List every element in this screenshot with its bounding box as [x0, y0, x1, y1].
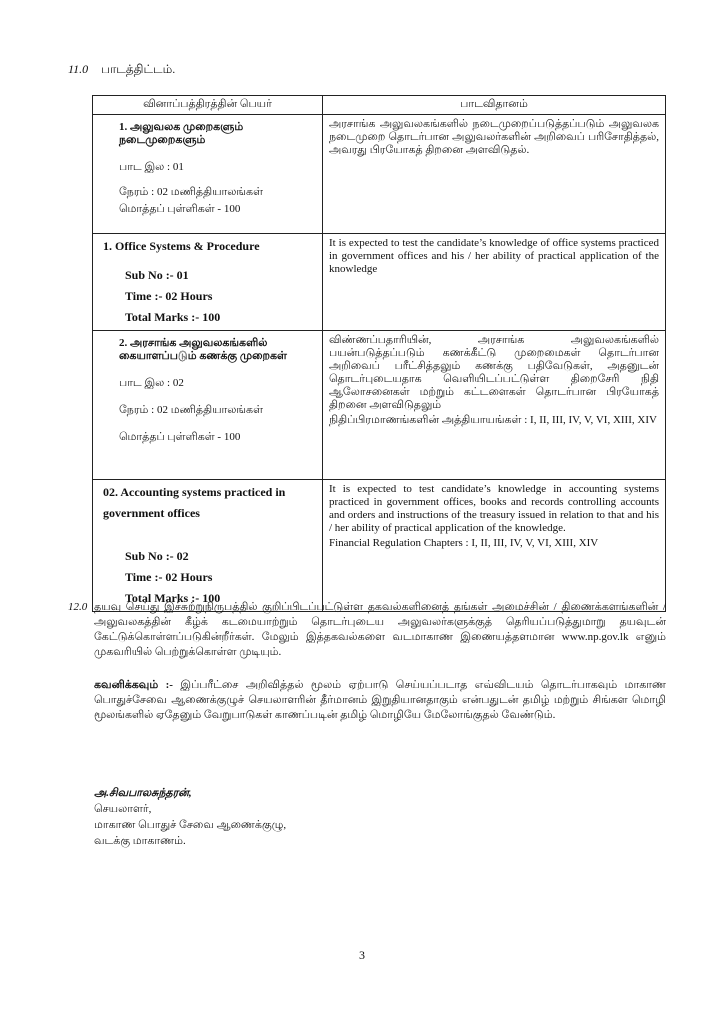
paper-cell: [93, 480, 323, 612]
paper-time: Time :- 02 Hours: [125, 289, 213, 303]
signatory-name: அ.சிவபாலசுந்தரன்,: [94, 787, 192, 799]
attention-note: [94, 678, 666, 723]
syllabus-cell: [323, 115, 666, 234]
table-row: [93, 115, 666, 234]
syllabus-cell: [323, 234, 666, 331]
syllabus-text: விண்ணப்பதாரியின், அரசாங்க அலுவலகங்களில் பயன்படுத்தப்படும் கணக்கீட்டு முறைமைகள் தொடர்பான அறிவைப் பரீட்சித்தலும் கணக்கு பதிவேடுகள், அதனுடன் தொடர்புடையதாக வெளியிடப்பட்டுள்ள திறைசேரி நிதி ஆலோசனைகள் மற்றும் கட்டளைகள் தொடர்பான பிரயோகத் திறனை அளவிடுதலும்: [329, 334, 659, 411]
paper-cell: [93, 331, 323, 480]
paper-marks: மொத்தப் புள்ளிகள் - 100: [119, 203, 241, 215]
paper-marks: Total Marks :- 100: [125, 310, 221, 324]
syllabus-chapters: Financial Regulation Chapters : I, II, III, IV, V, VI, XIII, XIV: [329, 537, 599, 549]
paper-title: 2. அரசாங்க அலுவலகங்களில் கையாளப்படும் கணக்கு முறைகள்: [119, 337, 287, 362]
table-row: [93, 234, 666, 331]
paper-subject-no: பாட இல : 02: [119, 377, 184, 389]
syllabus-text: அரசாங்க அலுவலகங்களில் நடைமுறைப்படுத்தப்படும் அலுவலக நடைமுறை தொடர்பான அலுவலர்களின் அறிவைப் பரிசோதித்தல், அவரது பிரயோகத் திறனை அளவிடுதல்.: [329, 118, 659, 156]
paper-time: நேரம் : 02 மணித்தியாலங்கள்: [119, 404, 264, 416]
paper-time: Time :- 02 Hours: [125, 570, 213, 584]
syllabus-text: It is expected to test candidate’s knowledge in accounting systems practiced in government offices, books and records controlling accounts and orders and instructions of the treasury issued in relation to that and his / her ability of practical application of the knowledge.: [329, 483, 659, 534]
signature-block: [94, 785, 286, 849]
syllabus-cell: [323, 480, 666, 612]
paper-marks: Total Marks :- 100: [125, 591, 221, 605]
paper-title: 02. Accounting systems practiced in government offices: [103, 485, 286, 520]
paper-cell: [93, 115, 323, 234]
paper-marks: மொத்தப் புள்ளிகள் - 100: [119, 431, 241, 443]
syllabus-cell: [323, 331, 666, 480]
section-number: 12.0: [68, 601, 88, 613]
table-row: [93, 331, 666, 480]
page-number: 3: [359, 948, 365, 962]
paper-subject-no: Sub No :- 02: [125, 549, 189, 563]
paper-title: 1. Office Systems & Procedure: [103, 239, 260, 253]
attention-label: கவனிக்கவும் :-: [94, 679, 173, 691]
paper-subject-no: Sub No :- 01: [125, 268, 189, 282]
paper-title: 1. அலுவலக முறைகளும் நடைமுறைகளும்: [119, 121, 244, 146]
syllabus-chapters: நிதிப்பிரமாணங்களின் அத்தியாயங்கள் : I, II, III, IV, V, VI, XIII, XIV: [329, 414, 657, 426]
signatory-organization: மாகாண பொதுச் சேவை ஆணைக்குழு,: [94, 819, 287, 831]
paper-subject-no: பாட இல : 01: [119, 161, 184, 173]
section-12-text: தயவு செய்து இச்சுற்றுநிருபத்தில் குறிப்பிடப்பட்டுள்ள தகவல்களினைத் தங்கள் அமைச்சின் / திணைக்களங்களின் /அலுவலகத்தின் கீழ்க் கடமையாற்றும் தொடர்புடைய அலுவலர்களுக்குத் தெரியப்படுத்துமாறு தயவுடன் கேட்டுக்கொள்ளப்படுகின்றீர்கள். மேலும் இத்தகவல்களை வடமாகாண இணையத்தளமான www.np.gov.lk எனும் முகவரியில் பெற்றுக்கொள்ள முடியும்.: [94, 601, 666, 658]
section-12-paragraph: [68, 600, 666, 660]
syllabus-text: It is expected to test the candidate’s knowledge of office systems practiced in government offices and his / her ability of practical application of the knowledge: [329, 237, 659, 275]
section-title: பாடத்திட்டம்.: [101, 62, 176, 76]
table-header-paper-name: வினாப்பத்திரத்தின் பெயர்: [93, 96, 323, 115]
section-number: 11.0: [68, 62, 89, 76]
table-row: [93, 480, 666, 612]
paper-time: நேரம் : 02 மணித்தியாலங்கள்: [119, 186, 264, 198]
paper-cell: [93, 234, 323, 331]
signatory-place: வடக்கு மாகாணம்.: [94, 835, 186, 847]
signatory-title: செயலாளர்,: [94, 803, 152, 815]
table-header-syllabus: பாடவிதானம்: [323, 96, 666, 115]
section-11-heading: [68, 62, 175, 78]
table-header-row: [93, 96, 666, 115]
attention-text: இப்பரீட்சை அறிவித்தல் மூலம் ஏற்பாடு செய்யப்படாத எவ்விடயம் தொடர்பாகவும் மாகாண பொதுச்சேவை ஆணைக்குழுச் செயலாளரின் தீர்மானம் இறுதியானதாகும் என்பதுடன் தமிழ் மற்றும் சிங்கள மொழி மூலங்களில் ஏதேனும் வேறுபாடுகள் காணப்படின் தமிழ் மொழியே மேலோங்குதல் வேண்டும்.: [94, 679, 666, 721]
syllabus-table: [92, 95, 666, 612]
